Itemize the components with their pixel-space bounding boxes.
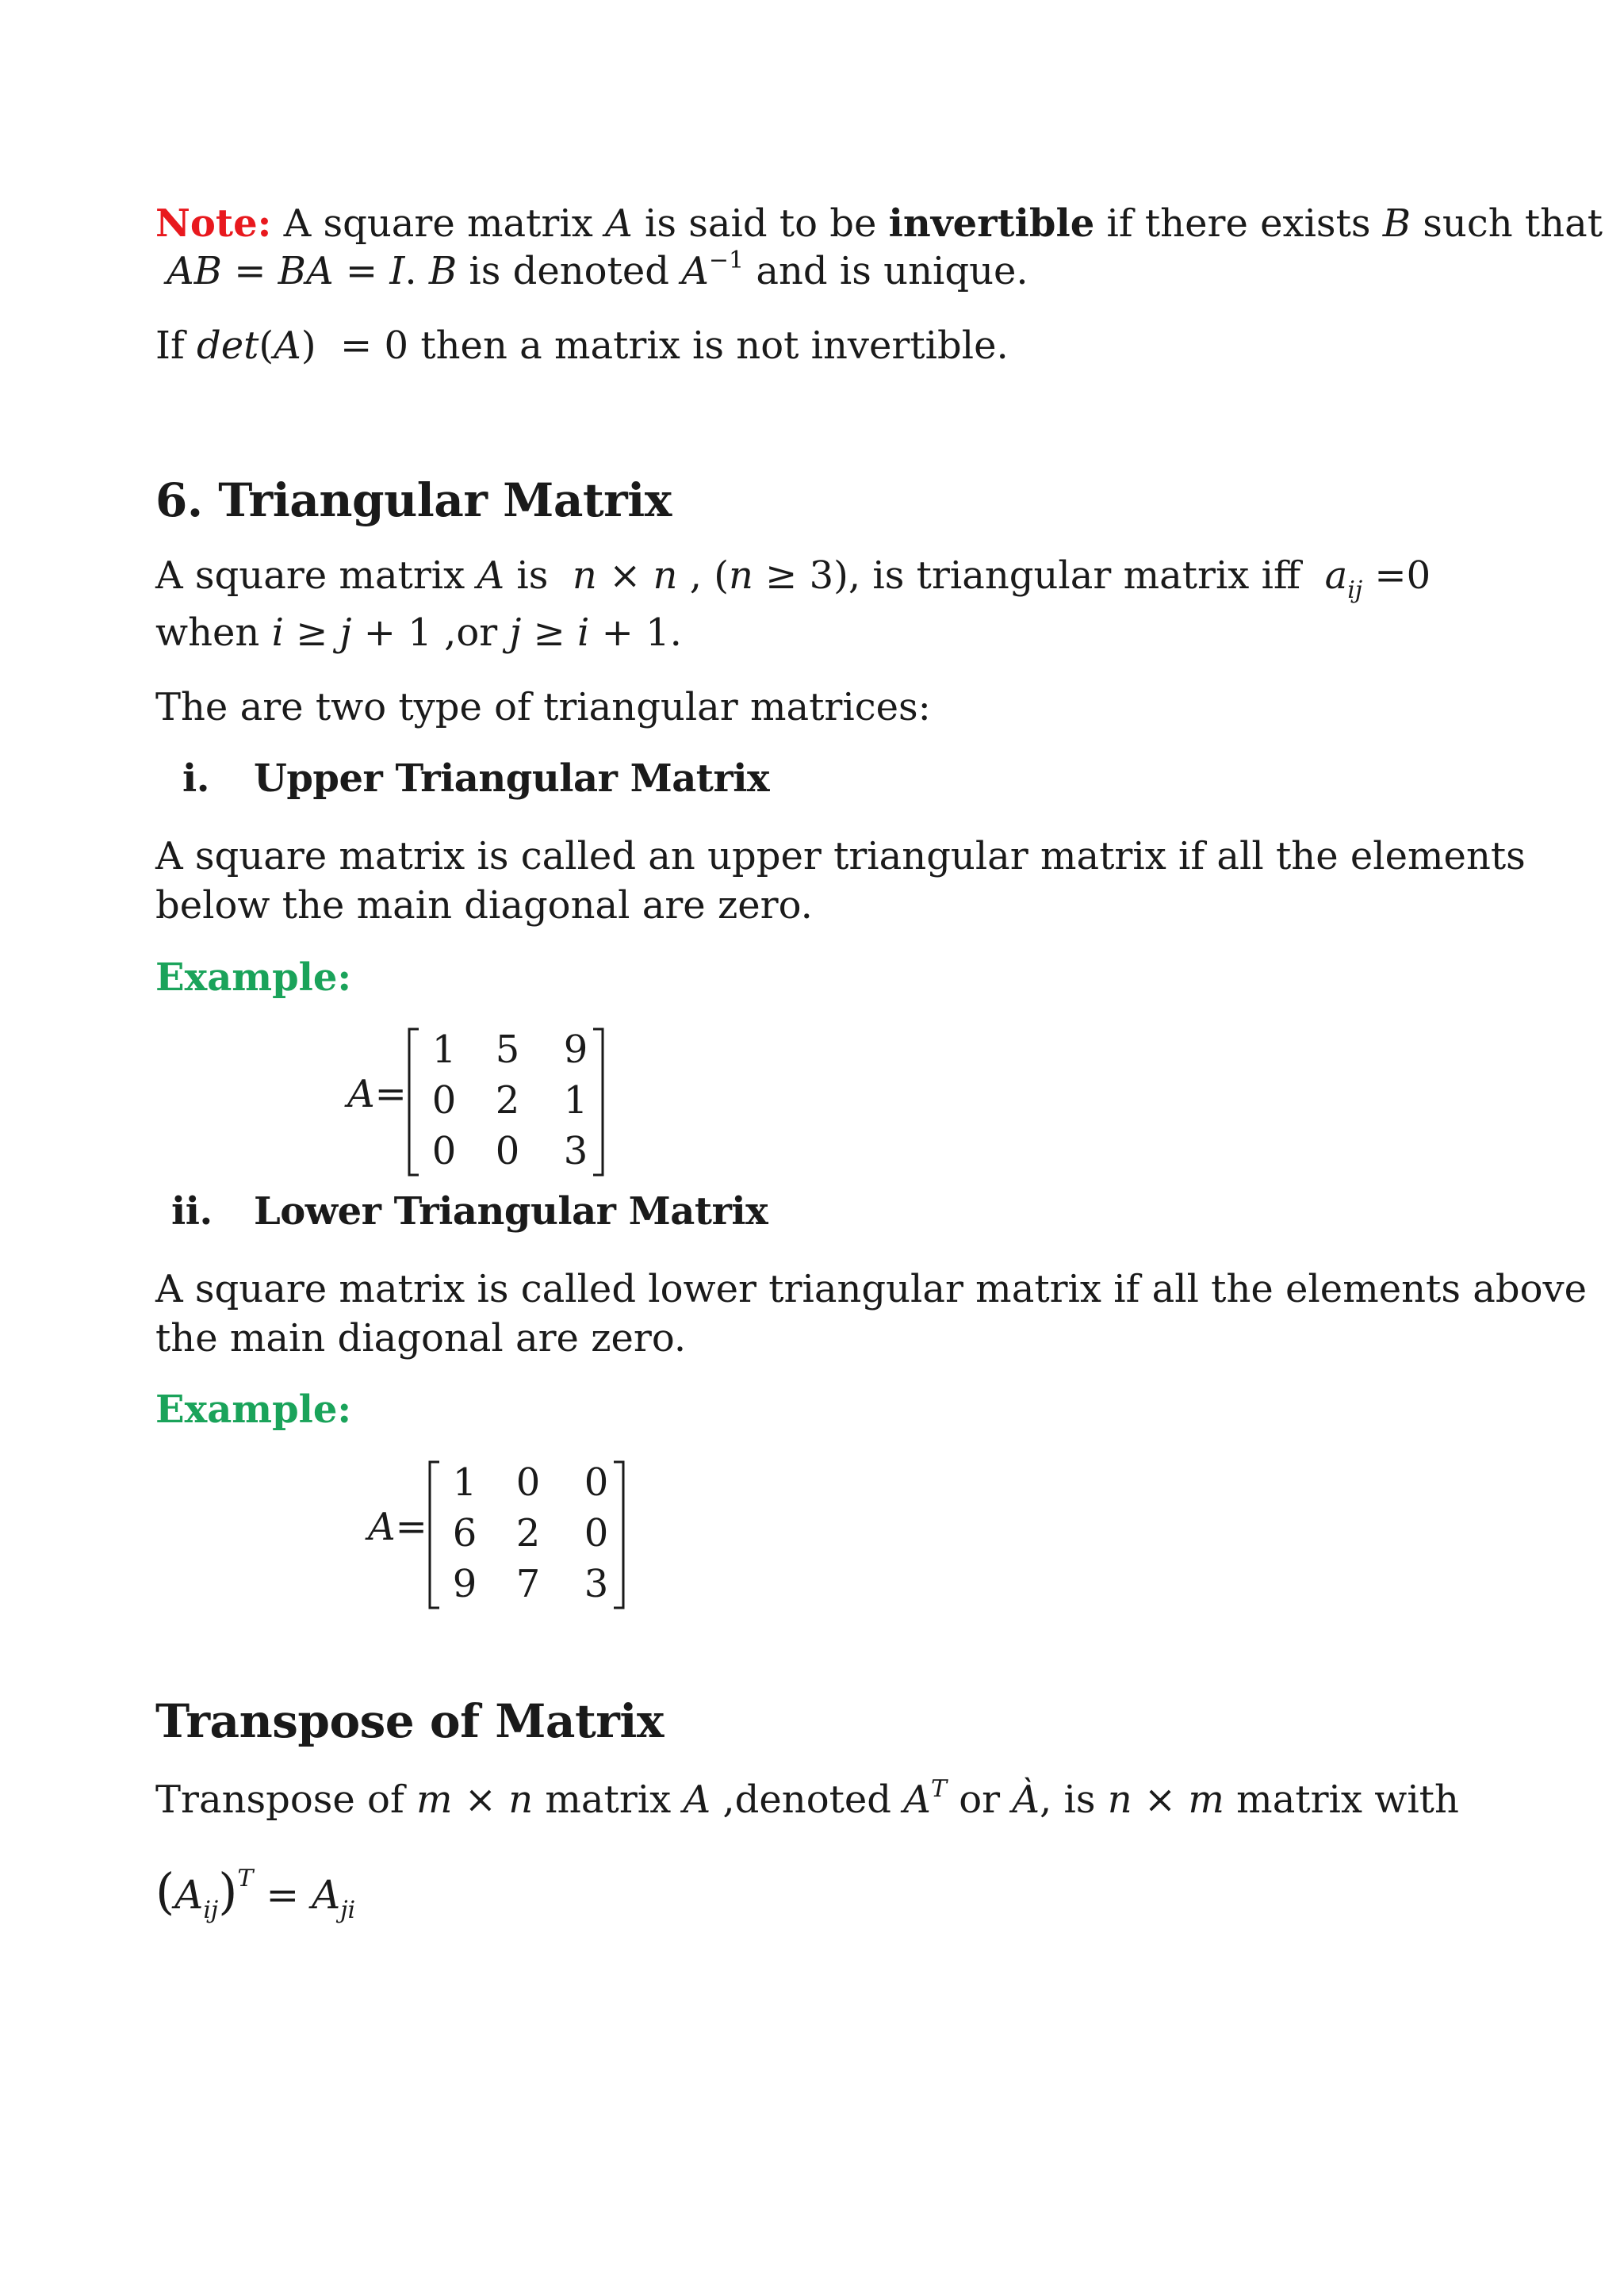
matrix-cell: 0 (431, 1129, 457, 1173)
note-text: ( (259, 323, 274, 368)
def-text: ≥ 3), is triangular matrix iff (753, 553, 1325, 598)
def-text: A square matrix (155, 553, 477, 598)
upper-matrix (341, 1023, 611, 1181)
note-label: Note: (155, 201, 272, 246)
lower-number: ii. (171, 1189, 213, 1234)
right-paren: ) (218, 1862, 238, 1920)
matrix-cell: 0 (515, 1460, 541, 1505)
lower-desc-1: A square matrix is called lower triangular matrix if all the elements above (155, 1267, 1587, 1311)
matrix-cell: 0 (495, 1129, 520, 1173)
transpose-superscript: T (930, 1775, 947, 1803)
matrix-cell: 2 (515, 1511, 541, 1556)
types-intro: The are two type of triangular matrices: (155, 685, 931, 729)
matrix-cell: 6 (452, 1511, 477, 1556)
upper-title: Upper Triangular Matrix (254, 756, 770, 801)
math-var: À (1012, 1777, 1040, 1822)
subscript: ij (1347, 576, 1363, 604)
note-text: A square matrix (271, 201, 606, 246)
definition-line-1 (155, 552, 1431, 604)
note-line-3 (155, 322, 1009, 369)
matrix-cell: 9 (563, 1027, 588, 1072)
math-var: B (428, 249, 458, 293)
math-op: = (333, 249, 390, 293)
math-var: BA (278, 249, 334, 293)
transpose-line (155, 1776, 1459, 1823)
math-var: A (605, 201, 633, 246)
section-heading: 6. Triangular Matrix (155, 473, 672, 527)
subscript: ji (340, 1896, 356, 1924)
math-expr: n × m (1107, 1777, 1224, 1822)
inverse-superscript: −1 (708, 247, 745, 274)
matrix-cell: 5 (495, 1027, 520, 1072)
example-label-lower: Example: (155, 1387, 352, 1432)
equals-sign: = (253, 1872, 312, 1918)
transpose-text: Transpose of (155, 1777, 416, 1822)
math-expr: i ≥ j (271, 610, 352, 655)
math-var: A (312, 1872, 341, 1918)
lower-title: Lower Triangular Matrix (254, 1189, 768, 1234)
math-var: n (728, 553, 753, 598)
math-var: A (681, 249, 709, 293)
def-text: =0 (1362, 553, 1431, 598)
left-paren: ( (155, 1862, 175, 1920)
transpose-text: matrix with (1224, 1777, 1459, 1822)
matrix-cell: 3 (584, 1562, 609, 1606)
matrix-cell: 1 (452, 1460, 477, 1505)
definition-line-2 (155, 609, 682, 656)
left-bracket (430, 1462, 439, 1608)
note-text: is denoted (457, 249, 682, 293)
invertible-term: invertible (888, 201, 1095, 246)
def-text: + 1. (589, 610, 682, 655)
math-var: A (903, 1777, 931, 1822)
note-text: If (155, 323, 197, 368)
matrix-cell: 9 (452, 1562, 477, 1606)
note-text: if there exists (1094, 201, 1383, 246)
upper-number: i. (182, 756, 209, 801)
transpose-formula (155, 1862, 356, 1924)
note-text: is said to be (632, 201, 889, 246)
matrix-cell: 0 (584, 1460, 609, 1505)
equals-sign: = (374, 1072, 407, 1116)
math-var: a (1324, 553, 1348, 598)
def-text: + 1 ,or (351, 610, 510, 655)
transpose-superscript: T (237, 1865, 254, 1892)
math-var: A (174, 1872, 204, 1918)
math-expr: n × n (572, 553, 678, 598)
matrix-cell: 1 (431, 1027, 457, 1072)
transpose-text: , is (1039, 1777, 1108, 1822)
subscript: ij (203, 1896, 219, 1924)
transpose-heading: Transpose of Matrix (155, 1694, 664, 1748)
equals-sign: = (395, 1505, 427, 1549)
math-expr: m × n (416, 1777, 534, 1822)
math-op: = (221, 249, 278, 293)
matrix-cell: 3 (563, 1129, 588, 1173)
transpose-text: matrix (533, 1777, 684, 1822)
lower-desc-2: the main diagonal are zero. (155, 1316, 687, 1360)
matrix-name: A (347, 1072, 375, 1116)
matrix-name: A (368, 1505, 396, 1549)
math-var: AB (167, 249, 222, 293)
math-var: I (389, 249, 405, 293)
math-var: A (477, 553, 505, 598)
note-text: such that (1411, 201, 1603, 246)
matrix-cell: 2 (495, 1078, 520, 1123)
matrix-cell: 1 (563, 1078, 588, 1123)
matrix-cell: 0 (584, 1511, 609, 1556)
math-var: A (274, 323, 301, 368)
matrix-cell: 7 (515, 1562, 541, 1606)
def-text: , ( (677, 553, 729, 598)
lower-matrix (362, 1456, 631, 1614)
math-var: B (1382, 201, 1411, 246)
math-var: A (683, 1777, 711, 1822)
note-text: ) = 0 then a matrix is not invertible. (301, 323, 1009, 368)
example-label-upper: Example: (155, 955, 352, 1000)
upper-desc-1: A square matrix is called an upper triangular matrix if all the elements (155, 834, 1526, 878)
left-bracket (409, 1029, 419, 1175)
def-text: is (504, 553, 573, 598)
def-text: when (155, 610, 272, 655)
note-line-1 (155, 200, 1603, 247)
upper-desc-2: below the main diagonal are zero. (155, 883, 813, 928)
note-text: and is unique. (744, 249, 1028, 293)
math-expr: j ≥ i (509, 610, 590, 655)
transpose-text: or (946, 1777, 1013, 1822)
transpose-text: ,denoted (710, 1777, 904, 1822)
note-text: . (404, 249, 429, 293)
note-line-2 (167, 247, 1028, 295)
matrix-cell: 0 (431, 1078, 457, 1123)
math-func: det (196, 323, 259, 368)
